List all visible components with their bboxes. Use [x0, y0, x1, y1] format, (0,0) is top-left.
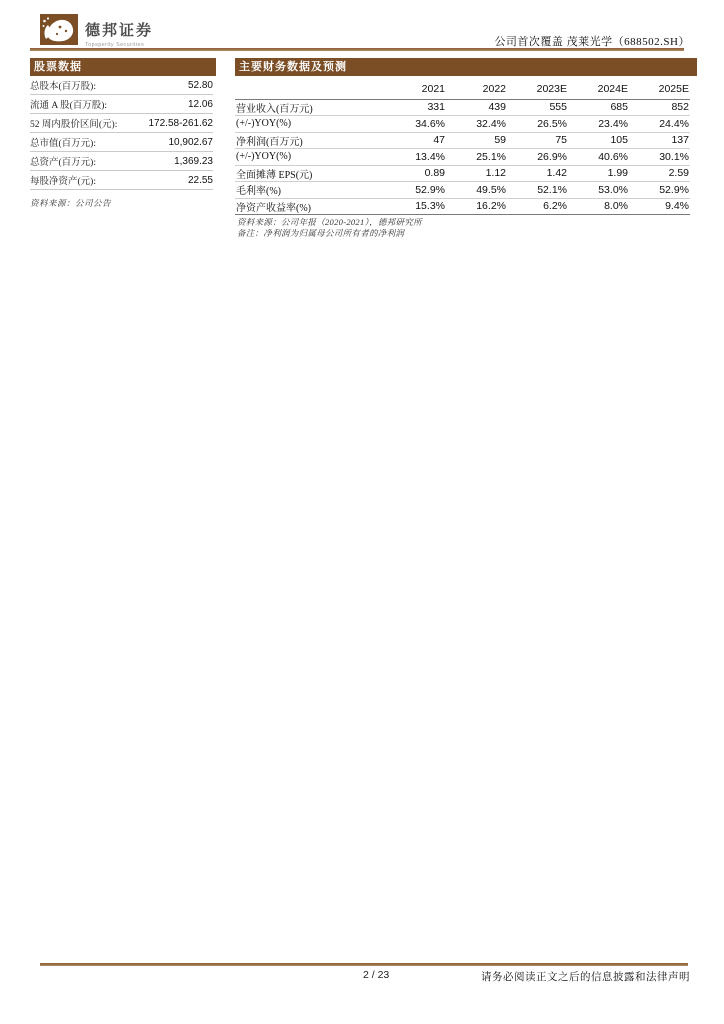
financial-row-label: 全面摊薄 EPS(元) — [235, 165, 385, 182]
financial-row-value: 40.6% — [568, 149, 629, 166]
financial-row-value: 53.0% — [568, 182, 629, 199]
financial-table-note: 备注：净利润为归属母公司所有者的净利润 — [237, 228, 405, 238]
financial-row-value: 52.1% — [507, 182, 568, 199]
financial-row-value: 9.4% — [629, 198, 690, 215]
financial-row-value: 52.9% — [385, 182, 446, 199]
financial-table-row — [235, 182, 690, 199]
financial-header-year: 2022 — [446, 80, 507, 99]
financial-row-value: 24.4% — [629, 116, 690, 133]
stock-data-row — [30, 152, 213, 171]
financial-row-value: 49.5% — [446, 182, 507, 199]
financial-row-value: 137 — [629, 132, 690, 149]
financial-row-value: 16.2% — [446, 198, 507, 215]
footer-disclaimer: 请务必阅读正文之后的信息披露和法律声明 — [481, 972, 690, 983]
financial-forecast-table — [235, 80, 690, 215]
stock-row-value: 1,369.23 — [174, 155, 213, 167]
stock-row-label: 每股净资产(元): — [30, 177, 96, 187]
financial-header-year: 2025E — [629, 80, 690, 99]
financial-table-row — [235, 149, 690, 166]
leopard-logo-icon — [40, 14, 78, 45]
financial-row-value: 439 — [446, 99, 507, 116]
stock-data-row — [30, 171, 213, 190]
stock-data-row — [30, 114, 213, 133]
financial-table-row — [235, 198, 690, 215]
stock-data-table — [30, 76, 213, 190]
financial-row-value: 26.5% — [507, 116, 568, 133]
financial-row-value: 685 — [568, 99, 629, 116]
financial-table-source: 资料来源：公司年报（2020-2021），德邦研究所 — [237, 217, 422, 227]
financial-row-value: 1.12 — [446, 165, 507, 182]
financial-row-value: 105 — [568, 132, 629, 149]
financial-row-value: 25.1% — [446, 149, 507, 166]
financial-row-value: 852 — [629, 99, 690, 116]
brand-logo — [40, 14, 78, 45]
financial-row-value: 52.9% — [629, 182, 690, 199]
financial-forecast-section-title: 主要财务数据及预测 — [235, 58, 697, 76]
financial-row-value: 555 — [507, 99, 568, 116]
financial-table-row — [235, 99, 690, 116]
stock-data-row — [30, 76, 213, 95]
financial-row-value: 8.0% — [568, 198, 629, 215]
report-title: 公司首次覆盖 茂莱光学（688502.SH） — [494, 36, 690, 48]
stock-row-value: 22.55 — [187, 174, 213, 186]
brand-name-en: Topsperity Securities — [85, 42, 145, 48]
stock-row-value: 172.58-261.62 — [148, 117, 213, 129]
header-divider — [30, 48, 684, 51]
stock-row-label: 总股本(百万股): — [30, 82, 96, 92]
financial-table-row — [235, 116, 690, 133]
financial-row-value: 6.2% — [507, 198, 568, 215]
financial-row-value: 13.4% — [385, 149, 446, 166]
stock-row-label: 流通 A 股(百万股): — [30, 101, 108, 111]
financial-table-header-row — [235, 80, 690, 99]
financial-header-year: 2021 — [385, 80, 446, 99]
financial-row-value: 1.42 — [507, 165, 568, 182]
financial-row-value: 59 — [446, 132, 507, 149]
financial-row-value: 331 — [385, 99, 446, 116]
stock-row-label: 总市值(百万元): — [30, 139, 96, 149]
financial-row-value: 23.4% — [568, 116, 629, 133]
financial-row-label: 营业收入(百万元) — [235, 99, 385, 116]
stock-data-source: 资料来源：公司公告 — [30, 198, 112, 208]
financial-row-value: 47 — [385, 132, 446, 149]
financial-row-label: (+/-)YOY(%) — [235, 116, 385, 133]
stock-row-value: 52.80 — [187, 79, 213, 91]
financial-row-value: 32.4% — [446, 116, 507, 133]
report-header — [40, 14, 153, 48]
page-number: 2 / 23 — [363, 969, 390, 981]
financial-row-value: 0.89 — [385, 165, 446, 182]
financial-row-value: 2.59 — [629, 165, 690, 182]
financial-header-empty-cell — [235, 80, 385, 99]
financial-row-value: 15.3% — [385, 198, 446, 215]
financial-header-year: 2024E — [568, 80, 629, 99]
financial-table-row — [235, 165, 690, 182]
footer-divider — [40, 963, 688, 966]
stock-data-row — [30, 133, 213, 152]
brand-text — [85, 14, 153, 48]
financial-row-label: 净资产收益率(%) — [235, 198, 385, 215]
financial-row-label: (+/-)YOY(%) — [235, 149, 385, 166]
financial-row-label: 毛利率(%) — [235, 182, 385, 199]
stock-row-value: 12.06 — [187, 98, 213, 110]
brand-name-cn: 德邦证券 — [85, 23, 154, 39]
stock-row-label: 总资产(百万元): — [30, 158, 96, 168]
financial-row-value: 26.9% — [507, 149, 568, 166]
stock-data-section-title: 股票数据 — [30, 58, 216, 76]
financial-row-value: 1.99 — [568, 165, 629, 182]
financial-row-value: 75 — [507, 132, 568, 149]
financial-row-value: 34.6% — [385, 116, 446, 133]
stock-data-row — [30, 95, 213, 114]
financial-row-value: 30.1% — [629, 149, 690, 166]
stock-row-label: 52 周内股价区间(元): — [30, 120, 118, 130]
financial-table-row — [235, 132, 690, 149]
financial-row-label: 净利润(百万元) — [235, 132, 385, 149]
financial-header-year: 2023E — [507, 80, 568, 99]
stock-row-value: 10,902.67 — [168, 136, 213, 148]
